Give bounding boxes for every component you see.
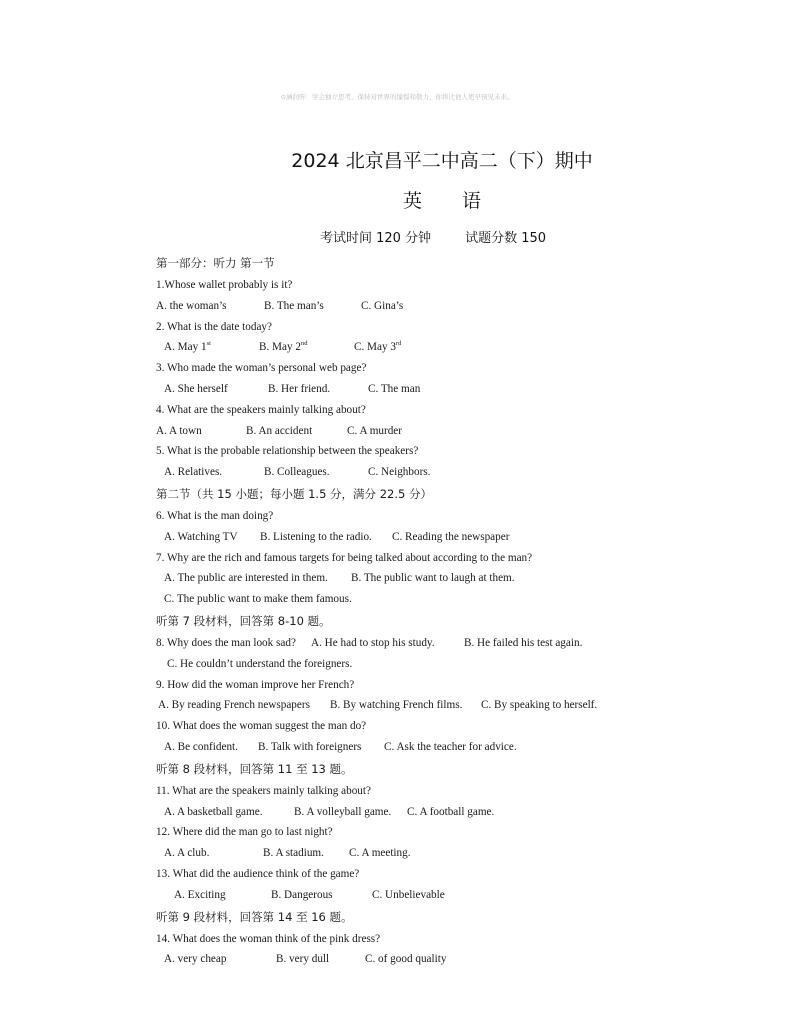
option-a: A. A basketball game. <box>164 805 263 818</box>
option-row <box>156 527 626 548</box>
exam-time: 考试时间 120 分钟 <box>320 231 432 246</box>
part-heading <box>156 252 626 275</box>
option-a: A. Be confident. <box>164 740 238 753</box>
section-heading: 第二节（共 15 小题；每小题 1.5 分，满分 22.5 分） <box>156 486 432 501</box>
option-b: B. Dangerous <box>271 888 333 901</box>
option-a: A. Exciting <box>174 888 226 901</box>
option-row <box>156 885 626 906</box>
option-row <box>156 379 626 400</box>
exam-score: 试题分数 150 <box>465 231 547 246</box>
option-row <box>156 568 626 589</box>
option-b: B. Listening to the radio. <box>260 530 372 543</box>
option-b: B. Her friend. <box>268 382 331 395</box>
option-c: C. He couldn’t understand the foreigners. <box>167 657 353 670</box>
part-title: 第一部分：听力 <box>156 256 237 270</box>
option-a: A. The public are interested in them. <box>164 572 328 585</box>
option-a: A. Relatives. <box>164 466 223 479</box>
question: 9. How did the woman improve her French? <box>156 678 355 691</box>
option-c: C. Reading the newspaper <box>392 530 510 543</box>
question: 12. Where did the man go to last night? <box>156 826 333 839</box>
material-heading: 听第 9 段材料，回答第 14 至 16 题。 <box>156 909 353 924</box>
option-a: A. She herself <box>164 382 228 395</box>
option-b: B. The man’s <box>264 299 324 312</box>
question: 8. Why does the man look sad? A. He had to stop his study. B. He failed his test again. <box>156 633 626 654</box>
option-c: C. of good quality <box>365 953 447 966</box>
section-label: 第一节 <box>240 256 275 270</box>
option-row <box>156 337 626 358</box>
option-row <box>156 654 626 675</box>
option-row <box>156 421 626 442</box>
option-c: C. A murder <box>347 424 403 437</box>
option-b: B. Talk with foreigners <box>258 740 362 753</box>
question: 13. What did the audience think of the game? <box>156 867 360 880</box>
option-a: A. He had to stop his study. <box>311 636 435 649</box>
option-row <box>156 737 626 758</box>
option-c: C. By speaking to herself. <box>481 699 598 712</box>
option-row <box>156 949 626 970</box>
subject-char-2: 语 <box>462 190 482 212</box>
option-a: A. very cheap <box>164 953 227 966</box>
option-row <box>156 695 626 716</box>
question: 11. What are the speakers mainly talking about? <box>156 784 371 797</box>
option-b: B. An accident <box>246 424 313 437</box>
question: 5. What is the probable relationship between the speakers? <box>156 445 419 458</box>
option-c: C. Ask the teacher for advice. <box>384 740 517 753</box>
option-b: B. A volleyball game. <box>294 805 392 818</box>
option-c: C. A football game. <box>407 805 495 818</box>
option-b: B. He failed his test again. <box>464 636 583 649</box>
exam-meta <box>320 227 546 246</box>
option-a: A. Watching TV <box>164 530 238 543</box>
option-row <box>156 462 626 483</box>
option-b: B. May 2nd <box>259 340 308 354</box>
option-c: C. The man <box>368 382 421 395</box>
option-b: B. Colleagues. <box>264 466 330 479</box>
material-heading: 听第 8 段材料，回答第 11 至 13 题。 <box>156 761 353 776</box>
option-b: B. The public want to laugh at them. <box>351 572 515 585</box>
question: 4. What are the speakers mainly talking about? <box>156 403 366 416</box>
question: 10. What does the woman suggest the man do? <box>156 720 367 733</box>
option-row <box>156 589 626 610</box>
page-title: 2024 北京昌平二中高二（下）期中 <box>291 150 593 172</box>
option-c: C. May 3rd <box>354 340 402 354</box>
option-c: C. Unbelievable <box>372 888 445 901</box>
option-a: A. A club. <box>164 847 210 860</box>
option-a: A. May 1st <box>164 340 211 354</box>
option-b: B. A stadium. <box>263 847 324 860</box>
question-list <box>156 252 626 970</box>
question: 14. What does the woman think of the pink dress? <box>156 932 381 945</box>
question: 7. Why are the rich and famous targets for being talked about according to the man? <box>156 551 533 564</box>
material-heading: 听第 7 段材料，回答第 8-10 题。 <box>156 613 331 628</box>
option-b: B. very dull <box>276 953 330 966</box>
question: 2. What is the date today? <box>156 320 272 333</box>
option-row <box>156 802 626 823</box>
question: 1.Whose wallet probably is it? <box>156 279 293 291</box>
option-c: C. The public want to make them famous. <box>164 593 352 606</box>
option-c: C. A meeting. <box>349 847 411 860</box>
option-row <box>156 296 626 317</box>
question: 6. What is the man doing? <box>156 509 274 522</box>
option-a: A. A town <box>156 424 202 437</box>
option-a: A. the woman’s <box>156 299 227 312</box>
option-c: C. Gina’s <box>361 299 404 312</box>
option-c: C. Neighbors. <box>368 466 431 479</box>
option-a: A. By reading French newspapers <box>158 699 310 712</box>
option-row <box>156 843 626 864</box>
option-b: B. By watching French films. <box>330 699 463 712</box>
watermark: ⊙涵润听：学会独立思考，保持对世界的憧憬和敬力，你将比他人更早预见未来。 <box>280 93 514 101</box>
subject-char-1: 英 <box>402 190 422 212</box>
question: 3. Who made the woman’s personal web page? <box>156 362 367 375</box>
subject-title <box>0 186 794 213</box>
